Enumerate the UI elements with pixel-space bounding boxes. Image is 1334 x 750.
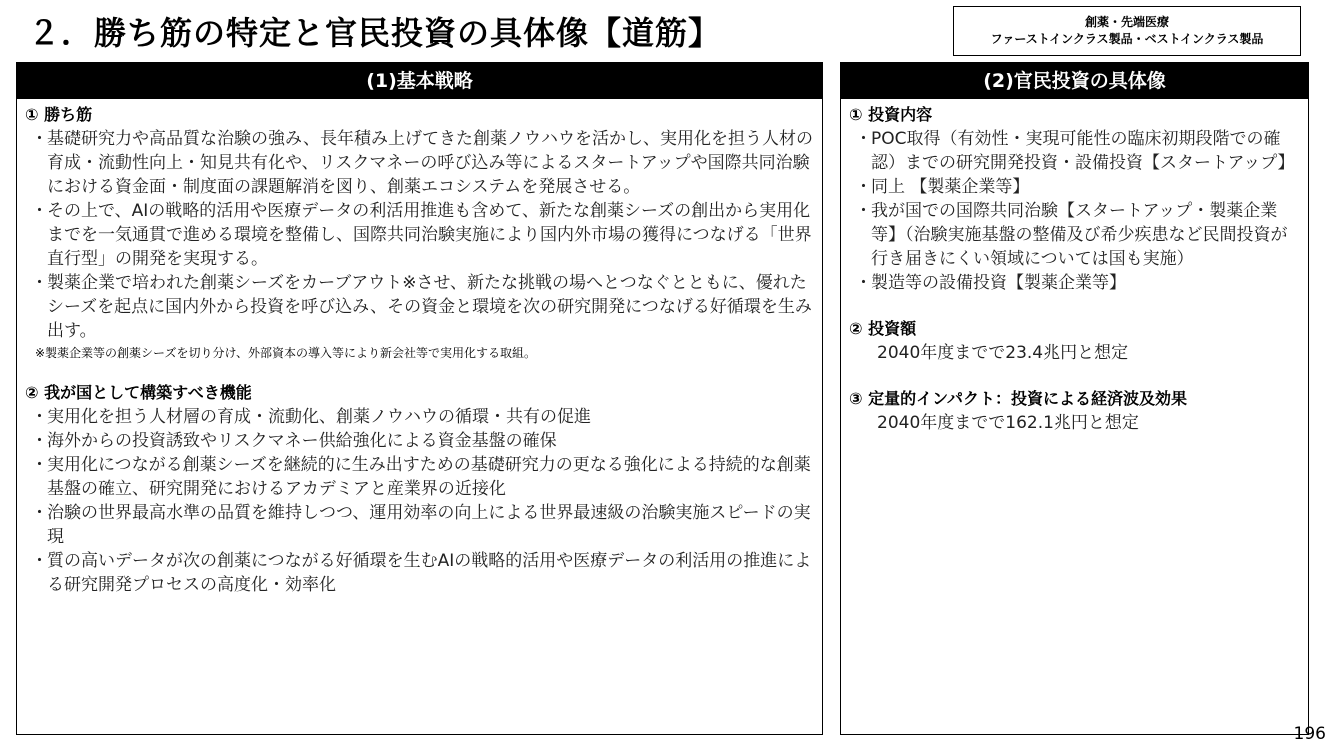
- list-item-text: 質の高いデータが次の創薬につながる好循環を生むAIの戦略的活用や医療データの利活用の推進による研究開発プロセスの高度化・効率化: [47, 551, 812, 595]
- category-tag: [953, 6, 1301, 56]
- list-item-text: 製造等の設備投資【製薬企業等】: [871, 273, 1126, 293]
- investment-amount-heading: ② 投資額: [849, 319, 917, 338]
- page-title: ２．勝ち筋の特定と官民投資の具体像【道筋】: [28, 14, 722, 52]
- list-item-text: 実用化につながる創薬シーズを継続的に生み出すための基礎研究力の更なる強化による持続的な創薬基盤の確立、研究開発におけるアカデミアと産業界の近接化: [47, 455, 811, 499]
- list-item: ・ 我が国での国際共同治験【スタートアップ・製薬企業等】（治験実施基盤の整備及び希少疾患など民間投資が行き届きにくい領域については国も実施）: [849, 199, 1300, 271]
- list-item: ・ その上で、AIの戦略的活用や医療データの利活用推進も含めて、新たな創薬シーズの創出から実用化までを一気通貫で進める環境を整備し、国際共同治験実施により国内外市場の獲得につなげる「世界直行型」の開発を実現する。: [25, 199, 814, 271]
- list-item: ・ 実用化を担う人材層の育成・流動化、創薬ノウハウの循環・共有の促進: [25, 405, 814, 429]
- list-item-text: 我が国での国際共同治験【スタートアップ・製薬企業等】（治験実施基盤の整備及び希少疾患など民間投資が行き届きにくい領域については国も実施）: [871, 201, 1288, 269]
- economic-impact-text: 2040年度までで162.1兆円と想定: [877, 413, 1139, 433]
- investment-panel: [840, 62, 1309, 735]
- list-item: ・ 質の高いデータが次の創薬につながる好循環を生むAIの戦略的活用や医療データの利活用の推進による研究開発プロセスの高度化・効率化: [25, 549, 814, 597]
- list-item: ・ POC取得（有効性・実現可能性の臨床初期段階での確認）までの研究開発投資・設備投資【スタートアップ】: [849, 127, 1300, 175]
- economic-impact-heading: ③ 定量的インパクト：投資による経済波及効果: [849, 389, 1187, 408]
- list-item-text: 実用化を担う人材層の育成・流動化、創薬ノウハウの循環・共有の促進: [47, 407, 591, 427]
- investment-header: (2)官民投資の具体像: [841, 63, 1308, 99]
- list-item-text: 製薬企業で培われた創薬シーズをカーブアウト※させ、新たな挑戦の場へとつなぐとともに、優れたシーズを起点に国内外から投資を呼び込み、その資金と環境を次の研究開発につなげる好循環を生み出す。: [47, 273, 812, 341]
- list-item: ・ 製造等の設備投資【製薬企業等】: [849, 271, 1300, 295]
- list-item-text: その上で、AIの戦略的活用や医療データの利活用推進も含めて、新たな創薬シーズの創出から実用化までを一気通貫で進める環境を整備し、国際共同治験実施により国内外市場の獲得につなげる「世界直行型」の開発を実現する。: [47, 201, 812, 269]
- list-item-text: 同上 【製薬企業等】: [871, 177, 1030, 197]
- basic-strategy-header: (1)基本戦略: [17, 63, 822, 99]
- list-item: ・ 治験の世界最高水準の品質を維持しつつ、運用効率の向上による世界最速級の治験実施スピードの実現: [25, 501, 814, 549]
- list-item-text: 基礎研究力や高品質な治験の強み、長年積み上げてきた創薬ノウハウを活かし、実用化を担う人材の育成・流動性向上・知見共有化や、リスクマネーの呼び込み等によるスタートアップや国際共同治験における資金面・制度面の課題解消を図り、創薬エコシステムを発展させる。: [47, 129, 814, 197]
- list-item: ・ 実用化につながる創薬シーズを継続的に生み出すための基礎研究力の更なる強化による持続的な創薬基盤の確立、研究開発におけるアカデミアと産業界の近接化: [25, 453, 814, 501]
- list-item: ・ 海外からの投資誘致やリスクマネー供給強化による資金基盤の確保: [25, 429, 814, 453]
- required-functions-heading: ② 我が国として構築すべき機能: [25, 383, 252, 402]
- list-item: ・ 基礎研究力や高品質な治験の強み、長年積み上げてきた創薬ノウハウを活かし、実用化を担う人材の育成・流動性向上・知見共有化や、リスクマネーの呼び込み等によるスタートアップや国際共同治験における資金面・制度面の課題解消を図り、創薬エコシステムを発展させる。: [31, 129, 814, 197]
- list-item: ・ 製薬企業で培われた創薬シーズをカーブアウト※させ、新たな挑戦の場へとつなぐとともに、優れたシーズを起点に国内外から投資を呼び込み、その資金と環境を次の研究開発につなげる好循環を生み出す。: [25, 271, 814, 343]
- winning-path-heading: ① 勝ち筋: [25, 105, 93, 124]
- list-item: ・ 同上 【製薬企業等】: [849, 175, 1300, 199]
- investment-body: [841, 99, 1308, 435]
- basic-strategy-panel: [16, 62, 823, 735]
- footnote: ※製薬企業等の創薬シーズを切り分け、外部資本の導入等により新会社等で実用化する取組。: [35, 346, 536, 360]
- category-tag-line2: ファーストインクラス製品・ベストインクラス製品: [990, 32, 1264, 46]
- category-tag-line1: 創薬・先端医療: [1084, 15, 1169, 29]
- list-item-text: POC取得（有効性・実現可能性の臨床初期段階での確認）までの研究開発投資・設備投資【スタートアップ】: [871, 129, 1295, 173]
- investment-content-heading: ① 投資内容: [849, 105, 933, 124]
- list-item-text: 海外からの投資誘致やリスクマネー供給強化による資金基盤の確保: [47, 431, 557, 451]
- list-item-text: 治験の世界最高水準の品質を維持しつつ、運用効率の向上による世界最速級の治験実施スピードの実現: [47, 503, 811, 547]
- basic-strategy-body: [17, 99, 822, 597]
- investment-amount-text: 2040年度までで23.4兆円と想定: [877, 343, 1129, 363]
- page-number: 196: [1293, 724, 1326, 744]
